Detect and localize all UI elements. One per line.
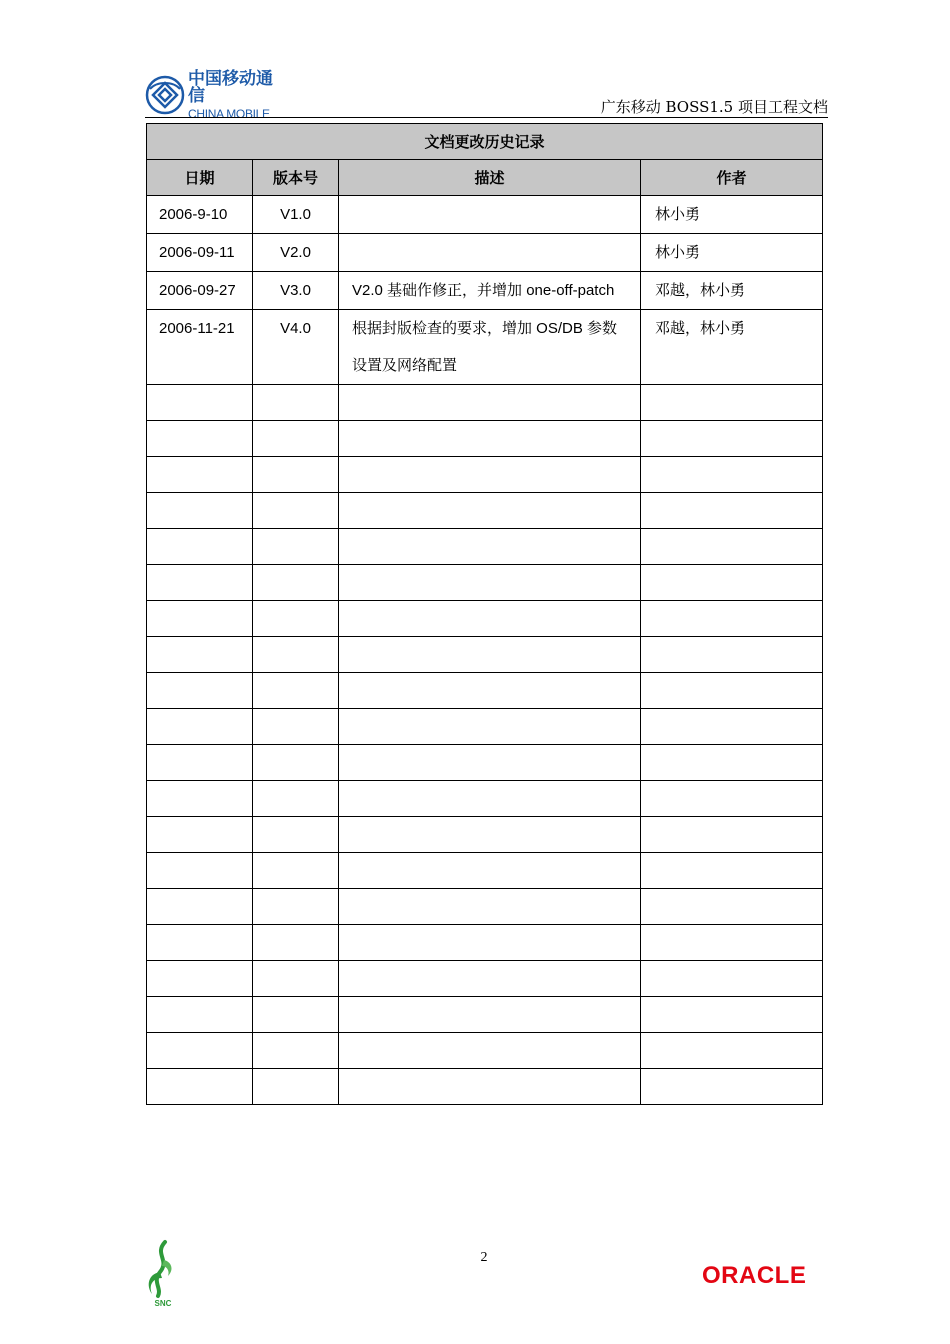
cell-author-text xyxy=(641,811,822,817)
page-number: 2 xyxy=(480,1250,488,1265)
cell-date-text xyxy=(147,487,252,493)
cell-date xyxy=(147,310,253,385)
cell-author-text xyxy=(641,847,822,853)
cell-version-text xyxy=(253,559,338,565)
cell-date-text xyxy=(147,523,252,529)
cell-description-text xyxy=(339,451,640,457)
cell-version-text xyxy=(253,1027,338,1033)
cell-date-text xyxy=(147,991,252,997)
cell-author-text xyxy=(641,703,822,709)
cell-date-text xyxy=(147,703,252,709)
cell-date-text xyxy=(147,1063,252,1069)
cell-author-text xyxy=(641,523,822,529)
cell-description-text xyxy=(339,847,640,853)
cell-author-text xyxy=(641,919,822,925)
cell-version-text xyxy=(253,991,338,997)
cell-date-text xyxy=(147,739,252,745)
cell-author xyxy=(641,310,823,385)
cell-author-text xyxy=(641,955,822,961)
oracle-logo: ORACLE xyxy=(702,1262,807,1289)
cell-version-text xyxy=(253,811,338,817)
cell-date-text: 2006-9-10 xyxy=(159,206,228,223)
cell-version-text xyxy=(253,379,338,385)
cell-description-text xyxy=(339,919,640,925)
cell-date-text: 2006-09-11 xyxy=(159,244,235,261)
cell-description-text xyxy=(339,595,640,601)
china-mobile-emblem-icon xyxy=(145,75,185,115)
cell-author-text xyxy=(641,667,822,673)
cell-description-text xyxy=(339,739,640,745)
cell-version-text xyxy=(253,703,338,709)
cell-author-text xyxy=(641,487,822,493)
cell-version-text: V1.0 xyxy=(280,206,311,223)
cell-author-text: 林小勇 xyxy=(655,243,701,261)
cell-date-text xyxy=(147,955,252,961)
cell-description-text xyxy=(339,631,640,637)
cell-version-text xyxy=(253,523,338,529)
cell-version-text xyxy=(253,775,338,781)
cell-date-text xyxy=(147,559,252,565)
cell-version-text xyxy=(253,487,338,493)
cell-description-text: V2.0 基础作修正，并增加 one-off-patch xyxy=(352,282,615,299)
cell-description xyxy=(339,310,641,385)
cell-author xyxy=(641,1069,823,1105)
cell-version-text xyxy=(253,847,338,853)
cell-description-text xyxy=(339,1063,640,1069)
cell-author-text xyxy=(641,415,822,421)
cell-description-text xyxy=(339,559,640,565)
cell-author-text xyxy=(641,775,822,781)
cell-date-text xyxy=(147,631,252,637)
cell-author-text: 邓越，林小勇 xyxy=(655,319,746,337)
cell-description-text xyxy=(339,883,640,889)
document-title: 广东移动 BOSS1.5 项目工程文档 xyxy=(600,98,828,116)
cell-version xyxy=(253,1069,339,1105)
cell-author-text: 林小勇 xyxy=(655,205,701,223)
cell-description-text xyxy=(339,667,640,673)
cell-description xyxy=(339,1069,641,1105)
cell-date-text xyxy=(147,1027,252,1033)
cell-description-text xyxy=(339,1027,640,1033)
cell-description-text xyxy=(339,228,640,234)
table-row xyxy=(147,310,823,385)
logo-chinese-text: 中国移动通信 xyxy=(188,68,273,106)
cell-author-text xyxy=(641,883,822,889)
cell-date xyxy=(147,1069,253,1105)
revision-history-table xyxy=(146,123,823,1105)
snc-logo-text: SNC xyxy=(154,1299,172,1308)
cell-author-text xyxy=(641,451,822,457)
cell-version-text xyxy=(253,1063,338,1069)
cell-author-text xyxy=(641,991,822,997)
cell-version-text xyxy=(253,667,338,673)
cell-author-text xyxy=(641,559,822,565)
table-caption: 文档更改历史记录 xyxy=(147,124,823,160)
cell-date-text xyxy=(147,919,252,925)
cell-version-text xyxy=(253,919,338,925)
cell-description-text xyxy=(339,775,640,781)
cell-date-text: 2006-09-27 xyxy=(159,282,236,299)
column-header-date: 日期 xyxy=(147,160,253,196)
cell-description-text xyxy=(339,487,640,493)
cell-date-text xyxy=(147,379,252,385)
cell-author-text xyxy=(641,595,822,601)
cell-description-text xyxy=(339,523,640,529)
cell-author-text xyxy=(641,631,822,637)
cell-date-text xyxy=(147,883,252,889)
cell-date-text xyxy=(147,451,252,457)
cell-version-text xyxy=(253,415,338,421)
cell-date-text xyxy=(147,595,252,601)
snc-logo xyxy=(138,1238,188,1310)
cell-description-text xyxy=(339,190,640,196)
cell-version-text: V4.0 xyxy=(280,320,311,337)
cell-date-text xyxy=(147,811,252,817)
table-row xyxy=(147,1069,823,1105)
cell-description-text xyxy=(339,811,640,817)
cell-date-text: 2006-11-21 xyxy=(159,320,235,337)
cell-author-text: 邓越，林小勇 xyxy=(655,281,746,299)
cell-date-text xyxy=(147,667,252,673)
column-header-author: 作者 xyxy=(641,160,823,196)
cell-date-text xyxy=(147,415,252,421)
cell-date-text xyxy=(147,847,252,853)
cell-description xyxy=(339,272,641,310)
cell-version-text xyxy=(253,883,338,889)
cell-author-text xyxy=(641,1063,822,1069)
cell-description-text: 根据封版检查的要求，增加 OS/DB 参数设置及网络配置 xyxy=(352,320,618,374)
cell-description-text xyxy=(339,955,640,961)
column-header-version: 版本号 xyxy=(253,160,339,196)
cell-author-text xyxy=(641,1027,822,1033)
cell-version-text: V3.0 xyxy=(280,282,311,299)
cell-description-text xyxy=(339,991,640,997)
cell-version-text xyxy=(253,955,338,961)
cell-version-text xyxy=(253,595,338,601)
cell-version-text xyxy=(253,631,338,637)
header-divider xyxy=(145,117,828,118)
china-mobile-logo xyxy=(145,68,285,121)
cell-version-text: V2.0 xyxy=(280,244,311,261)
cell-description-text xyxy=(339,415,640,421)
cell-version xyxy=(253,310,339,385)
column-header-description: 描述 xyxy=(339,160,641,196)
cell-version-text xyxy=(253,451,338,457)
table-body xyxy=(147,196,823,1105)
cell-author-text xyxy=(641,379,822,385)
cell-version-text xyxy=(253,739,338,745)
cell-date-text xyxy=(147,775,252,781)
logo-english-text: CHINA MOBILE xyxy=(188,106,270,121)
cell-author-text xyxy=(641,739,822,745)
cell-description-text xyxy=(339,703,640,709)
